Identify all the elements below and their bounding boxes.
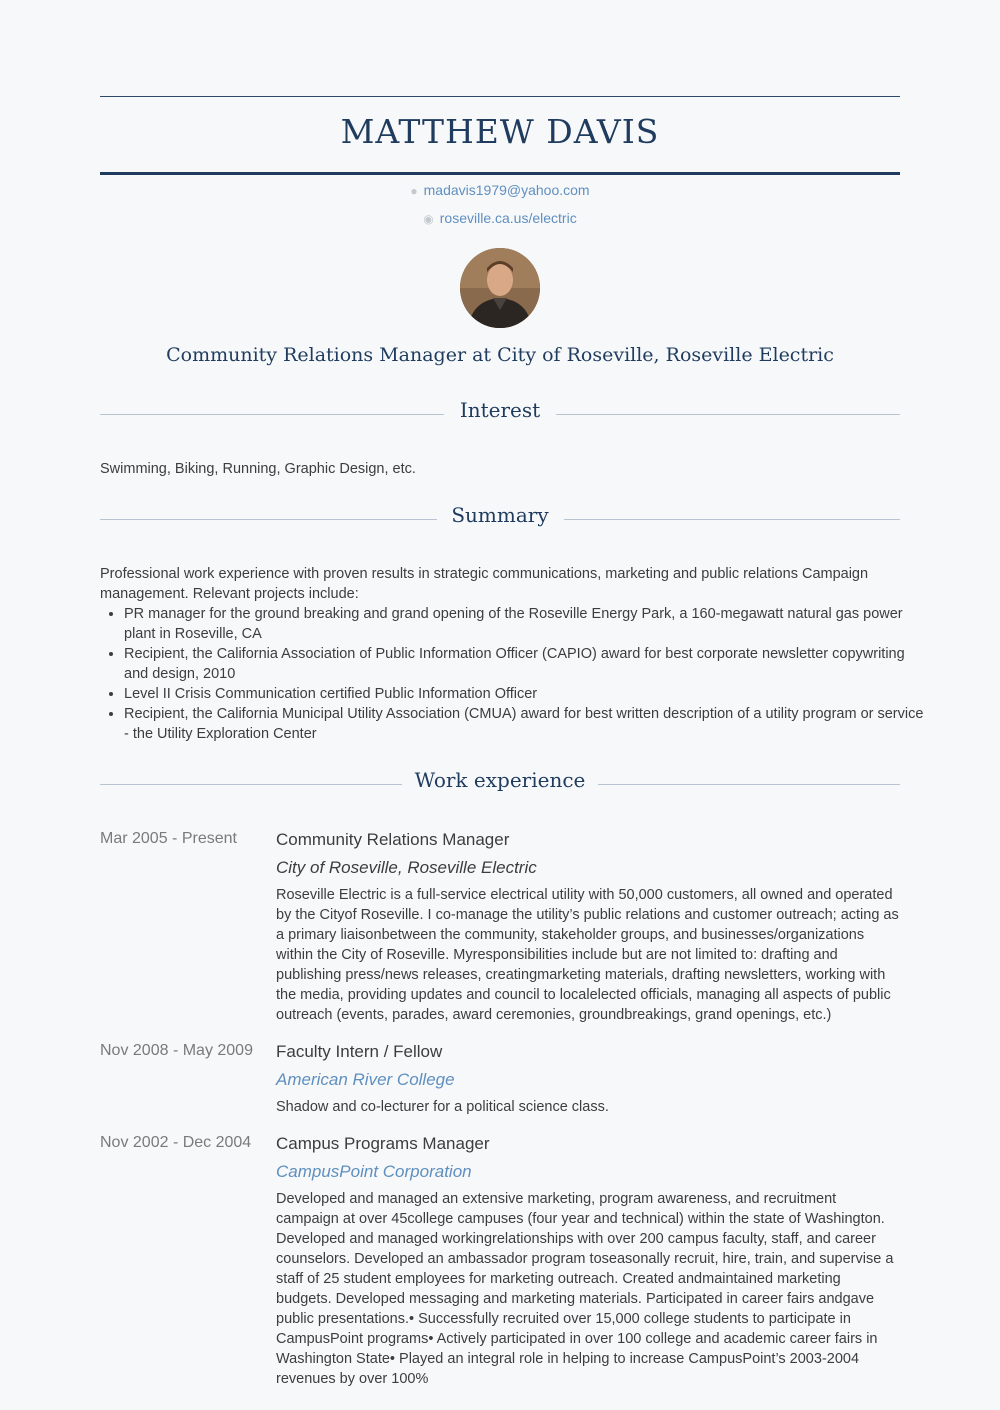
email-link[interactable]: madavis1979@yahoo.com [423,182,590,198]
job-description: Developed and managed an extensive marketing, program awareness, and recruitment campaign at over 45college campuses (four year and technical) within the state of Washington. Developed and managed workingrelationships with over 200 campus faculty, staff, and career counselors. Developed an ambassador program toseasonally recruit, hire, train, and supervise a staff of 25 student employees for marketing outreach. Created andmaintained marketing budgets. Developed messaging and marketing materials. Participated in career fairs andgave public presentations.• Successfully recruited over 15,000 college students to participate in CampusPoint programs• Actively participated in over 100 college and academic career fairs in Washington State• Played an integral role in helping to increase CampusPoint’s 2003-2004 revenues by over 100% [276,1191,894,1387]
contact-email[interactable] [100,182,900,198]
job-description: Roseville Electric is a full-service electrical utility with 50,000 customers, all owned and operated by the Cityof Roseville. I co-manage the utility’s public relations and customer outreach; acting as a primary liaisonbetween the community, stakeholder groups, and businesses/organizations within the City of Roseville. Myresponsibilities include but are not limited to: drafting and publishing press/news releases, creatingmarketing materials, drafting newsletters, working with the media, providing updates and council to localelected officials, managing all aspects of public outreach (events, parades, award ceremonies, groundbreakings, grand openings, etc.) [276,887,899,1023]
job-dates: Nov 2008 - May 2009 [100,1042,253,1059]
job-title: Campus Programs Manager [276,1134,490,1153]
headline: Community Relations Manager at City of Roseville, Roseville Electric [166,344,834,366]
summary-intro [100,564,900,604]
job-company-link[interactable]: American River College [276,1070,455,1089]
divider-right [564,519,900,520]
section-work-header [100,768,900,798]
list-item: • Level II Crisis Communication certified Public Information Officer [124,684,924,704]
website-link[interactable]: roseville.ca.us/electric [439,210,577,226]
job-title: Faculty Intern / Fellow [276,1042,443,1061]
avatar-photo-icon [460,248,540,328]
divider-right [556,414,900,415]
section-interest-header [100,398,900,428]
interest-text: Swimming, Biking, Running, Graphic Design, etc. [100,461,416,477]
job-dates: Nov 2002 - Dec 2004 [100,1134,252,1151]
summary-intro-line: management. Relevant projects include: [100,586,359,602]
list-item: • Recipient, the California Association of Public Information Officer (CAPIO) award for best corporate newsletter copywriting and design, 2010 [124,644,924,684]
summary-bullet-list [100,604,924,744]
job-description: Shadow and co-lecturer for a political science class. [276,1099,609,1115]
section-title: Work experience [414,768,586,792]
header-bottom-rule [100,172,900,175]
job-company-link[interactable]: CampusPoint Corporation [276,1162,472,1181]
section-summary-header [100,503,900,533]
summary-intro-line: Professional work experience with proven results in strategic communications, marketing and public relations Campaign [100,566,869,582]
globe-icon: ◉ [423,212,434,226]
job-company: City of Roseville, Roseville Electric [276,858,537,877]
header-top-rule [100,96,900,97]
job-dates: Mar 2005 - Present [100,830,237,847]
section-title: Interest [459,398,541,422]
divider-right [598,784,900,785]
job-title: Community Relations Manager [276,830,510,849]
candidate-name: MATTHEW DAVIS [340,112,660,151]
list-item: • PR manager for the ground breaking and grand opening of the Roseville Energy Park, a 160-megawatt natural gas power plant in Roseville, CA [124,604,924,644]
resume-page [100,0,924,1410]
avatar [460,248,540,328]
email-icon: ● [410,184,418,198]
list-item: • Recipient, the California Municipal Utility Association (CMUA) award for best written description of a utility program or service - the Utility Exploration Center [124,704,924,744]
contact-website[interactable] [100,210,900,226]
section-title: Summary [451,503,549,527]
